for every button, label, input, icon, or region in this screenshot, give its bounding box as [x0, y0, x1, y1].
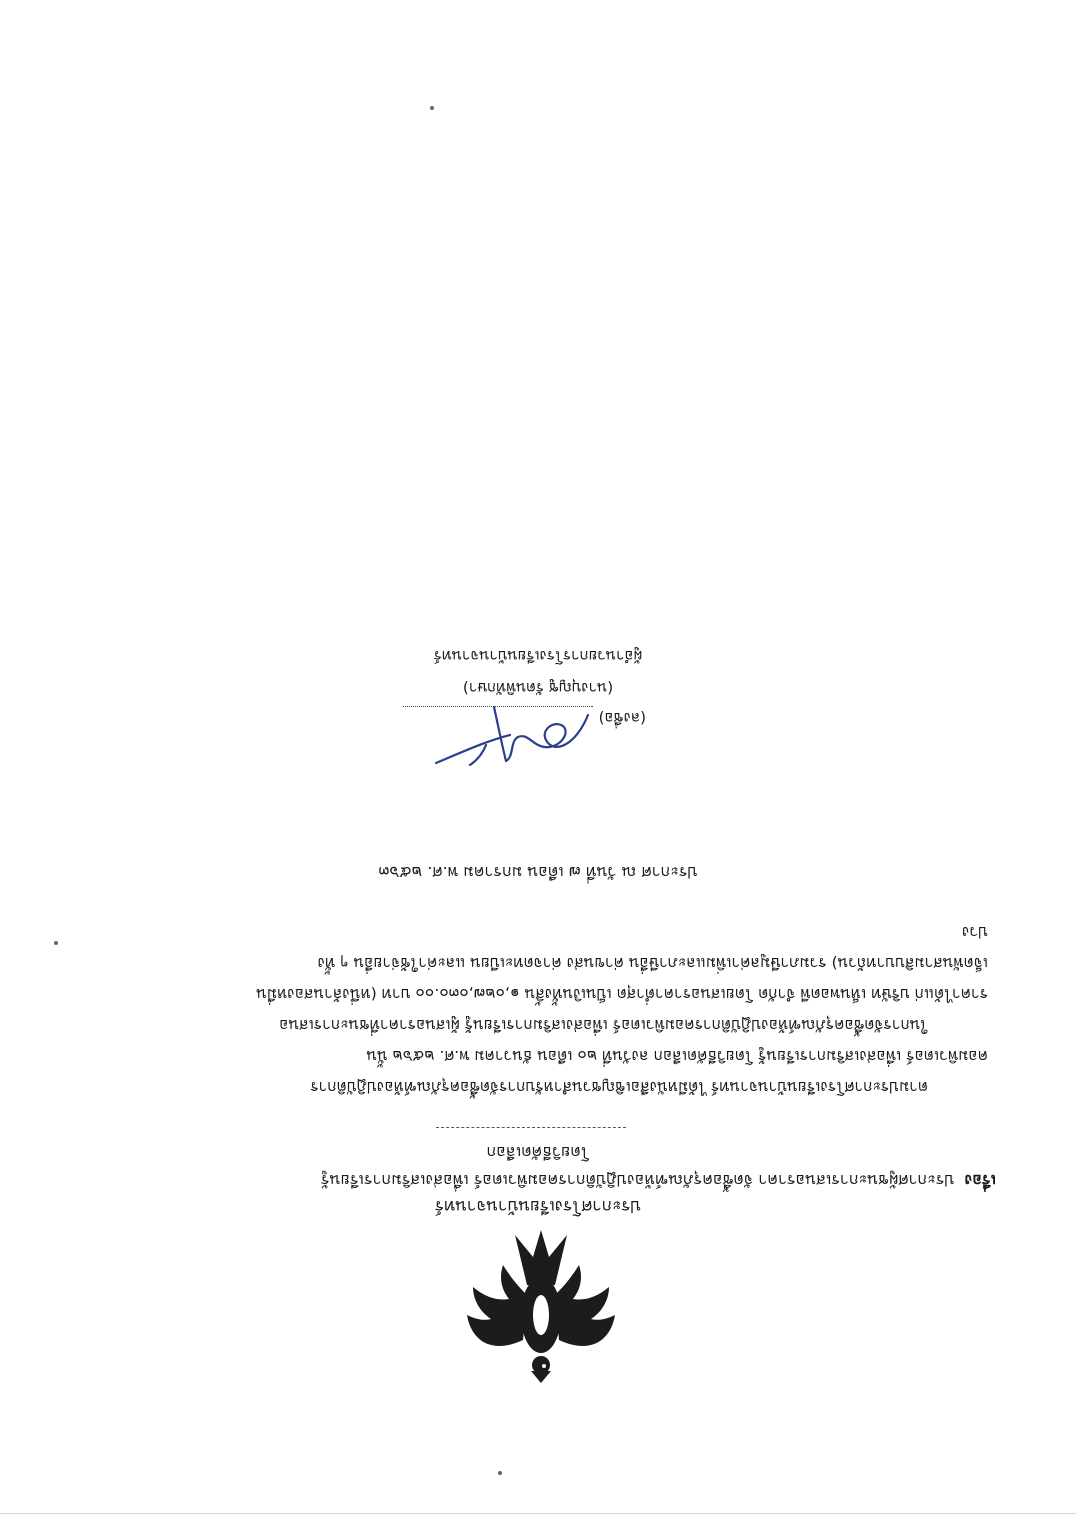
- procurement-method: โดยวิธีคัดเลือก: [486, 1143, 590, 1162]
- body-line: เจ็ดพันสามสิบบาทถ้วน) รวมภาษีมูลค่าเพิ่มและภาษีอื่น ค่าขนส่ง ค่าจดทะเบียน และค่าใช้จ่ายอื่น ๆ ทั้ง: [317, 954, 988, 972]
- signature-line: [346, 706, 646, 730]
- signature-dotted-line: [403, 706, 593, 707]
- scan-speck: [498, 1471, 502, 1475]
- separator-line: [436, 1127, 626, 1128]
- body-line: คอมพิวเตอร์ เพื่อส่งเสริมการเรียนรู้ โดยวิธีคัดเลือก ลงวันที่ ๒๐ เดือน ธันวาคม พ.ศ. ๒๕๖๒ นั้น: [366, 1047, 988, 1065]
- body-line: ในการจัดซื้อครุภัณฑ์ห้องปฏิบัติการคอมพิวเตอร์ เพื่อส่งเสริมการเรียนรู้ ผู้เสนอราคาที่ชนะการเสนอ: [279, 1016, 928, 1034]
- signature-label: (ลงชื่อ): [598, 709, 646, 727]
- subject-text: ประกาศผู้ชนะการเสนอราคา จัดซื้อครุภัณฑ์ห้องปฏิบัติการคอมพิวเตอร์ เพื่อส่งเสริมการเรียนรู้: [320, 1171, 955, 1190]
- scan-edge-line: [0, 1513, 1076, 1514]
- signer-position: ผู้อำนวยการโรงเรียนบ้านจานทร์: [433, 647, 643, 665]
- body-line: ราคาได้แก่ บริษัท เห็นพอดพี จำกัด โดยเสนอราคาต่ำสุด เป็นเงินทั้งสิ้น ๑,๐๒๗,๐๓๐.๐๐ บาท (หนึ่งล้านสองหมื่น: [256, 985, 988, 1003]
- scan-speck: [54, 941, 58, 945]
- garuda-emblem-icon: [461, 1225, 621, 1385]
- document-subject: [66, 1167, 996, 1192]
- announcement-body: [88, 916, 988, 1102]
- body-line: ตามประกาศโรงเรียนบ้านจานทร์ ได้มีหนังสือเชิญชวนสำหรับการจัดซื้อครุภัณฑ์ห้องปฏิบัติการ: [310, 1078, 928, 1096]
- scan-speck: [430, 106, 434, 110]
- document-heading: ประกาศโรงเรียนบ้านจานทร์: [434, 1196, 642, 1216]
- signer-name: (นางบุญชู รัตนพิทักษา): [462, 679, 614, 697]
- announce-date: ประกาศ ณ วันที่ ๗ เดือน มกราคม พ.ศ. ๒๕๖๓: [378, 863, 698, 882]
- body-line: ปวง: [961, 923, 988, 941]
- subject-label: เรื่อง: [964, 1171, 996, 1190]
